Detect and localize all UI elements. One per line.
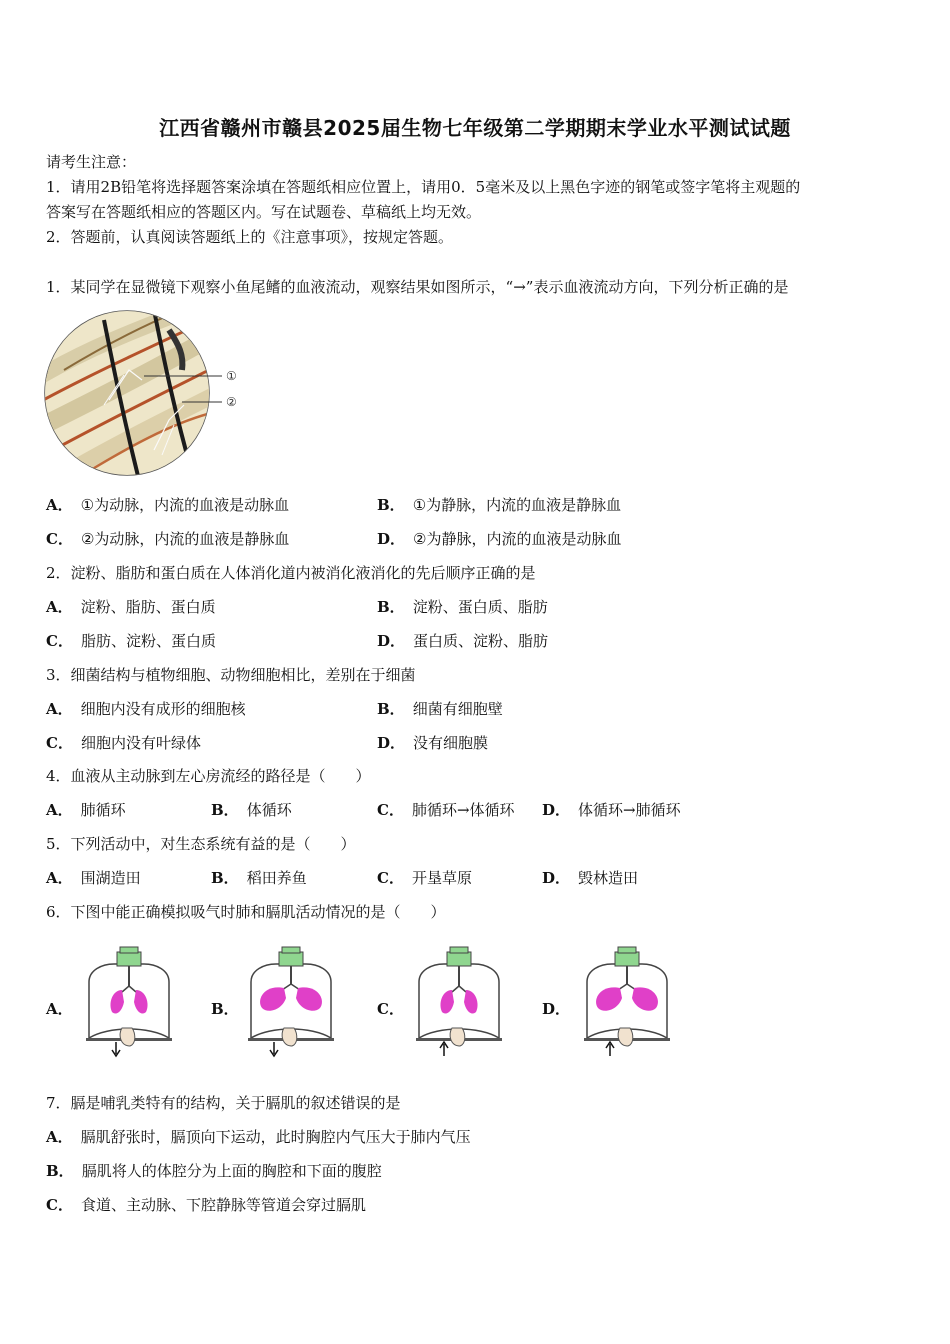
q5-option-d[interactable]: D． 毁林造田 [542,869,639,887]
q6-option-a-label[interactable]: A． [46,1000,73,1018]
q6-option-d-label[interactable]: D． [542,1000,571,1018]
q2-option-d[interactable]: D． 蛋白质、淀粉、脂肪 [377,632,549,650]
q7-option-c[interactable]: C． 食道、主动脉、下腔静脉等管道会穿过膈肌 [46,1196,366,1214]
question-6-stem: 6．下图中能正确模拟吸气时肺和膈肌活动情况的是（ ） [46,903,446,921]
q3-option-c[interactable]: C． 细胞内没有叶绿体 [46,734,201,752]
q6-option-c-label[interactable]: C． [377,1000,404,1018]
q4-option-c[interactable]: C． 肺循环→体循环 [377,801,515,819]
notice-item-1-line-2: 答案写在答题纸相应的答题区内。写在试题卷、草稿纸上均无效。 [46,203,482,221]
q2-option-b[interactable]: B． 淀粉、蛋白质、脂肪 [377,598,548,616]
q4-option-b[interactable]: B． 体循环 [211,801,292,819]
q1-option-b[interactable]: B． ①为静脉，内流的血液是静脉血 [377,496,622,514]
question-1-stem: 1．某同学在显微镜下观察小鱼尾鳍的血液流动，观察结果如图所示，“→”表示血液流动方向，下列分析正确的是 [46,278,789,296]
q3-option-d[interactable]: D． 没有细胞膜 [377,734,489,752]
question-3-stem: 3．细菌结构与植物细胞、动物细胞相比，差别在于细菌 [46,666,416,684]
notice-item-2: 2．答题前，认真阅读答题纸上的《注意事项》，按规定答题。 [46,228,454,246]
bell-jar-figure-c [414,938,504,1060]
q5-option-a[interactable]: A． 围湖造田 [46,869,141,887]
q3-option-b[interactable]: B． 细菌有细胞壁 [377,700,503,718]
q4-option-a[interactable]: A． 肺循环 [46,801,126,819]
q5-option-c[interactable]: C． 开垦草原 [377,869,472,887]
q7-option-a[interactable]: A． 膈肌舒张时，膈顶向下运动，此时胸腔内气压大于肺内气压 [46,1128,471,1146]
q1-option-a[interactable]: A． ①为动脉，内流的血液是动脉血 [46,496,290,514]
q4-option-d[interactable]: D． 体循环→肺循环 [542,801,681,819]
microscope-blood-flow-figure [44,310,244,480]
question-5-stem: 5．下列活动中，对生态系统有益的是（ ） [46,835,356,853]
question-2-stem: 2．淀粉、脂肪和蛋白质在人体消化道内被消化液消化的先后顺序正确的是 [46,564,536,582]
q3-option-a[interactable]: A． 细胞内没有成形的细胞核 [46,700,246,718]
q1-option-c[interactable]: C． ②为动脉，内流的血液是静脉血 [46,530,290,548]
question-7-stem: 7．膈是哺乳类特有的结构，关于膈肌的叙述错误的是 [46,1094,401,1112]
page-title: 江西省赣州市赣县2025届生物七年级第二学期期末学业水平测试试题 [159,116,791,140]
bell-jar-figure-b [246,938,336,1060]
figure-label-2: ② [226,395,237,409]
figure-label-1: ① [226,369,237,383]
q5-option-b[interactable]: B． 稻田养鱼 [211,869,307,887]
question-4-stem: 4．血液从主动脉到左心房流经的路径是（ ） [46,767,371,785]
bell-jar-figure-d [582,938,672,1060]
q2-option-c[interactable]: C． 脂肪、淀粉、蛋白质 [46,632,216,650]
q1-option-d[interactable]: D． ②为静脉，内流的血液是动脉血 [377,530,622,548]
notice-item-1-line-1: 1．请用2B铅笔将选择题答案涂填在答题纸相应位置上，请用0．5毫米及以上黑色字迹的钢笔或签字笔将主观题的 [46,178,801,196]
q2-option-a[interactable]: A． 淀粉、脂肪、蛋白质 [46,598,216,616]
q6-option-b-label[interactable]: B． [211,1000,239,1018]
notice-heading: 请考生注意： [46,153,137,171]
q7-option-b[interactable]: B． 膈肌将人的体腔分为上面的胸腔和下面的腹腔 [46,1162,382,1180]
bell-jar-figure-a [84,942,174,1060]
